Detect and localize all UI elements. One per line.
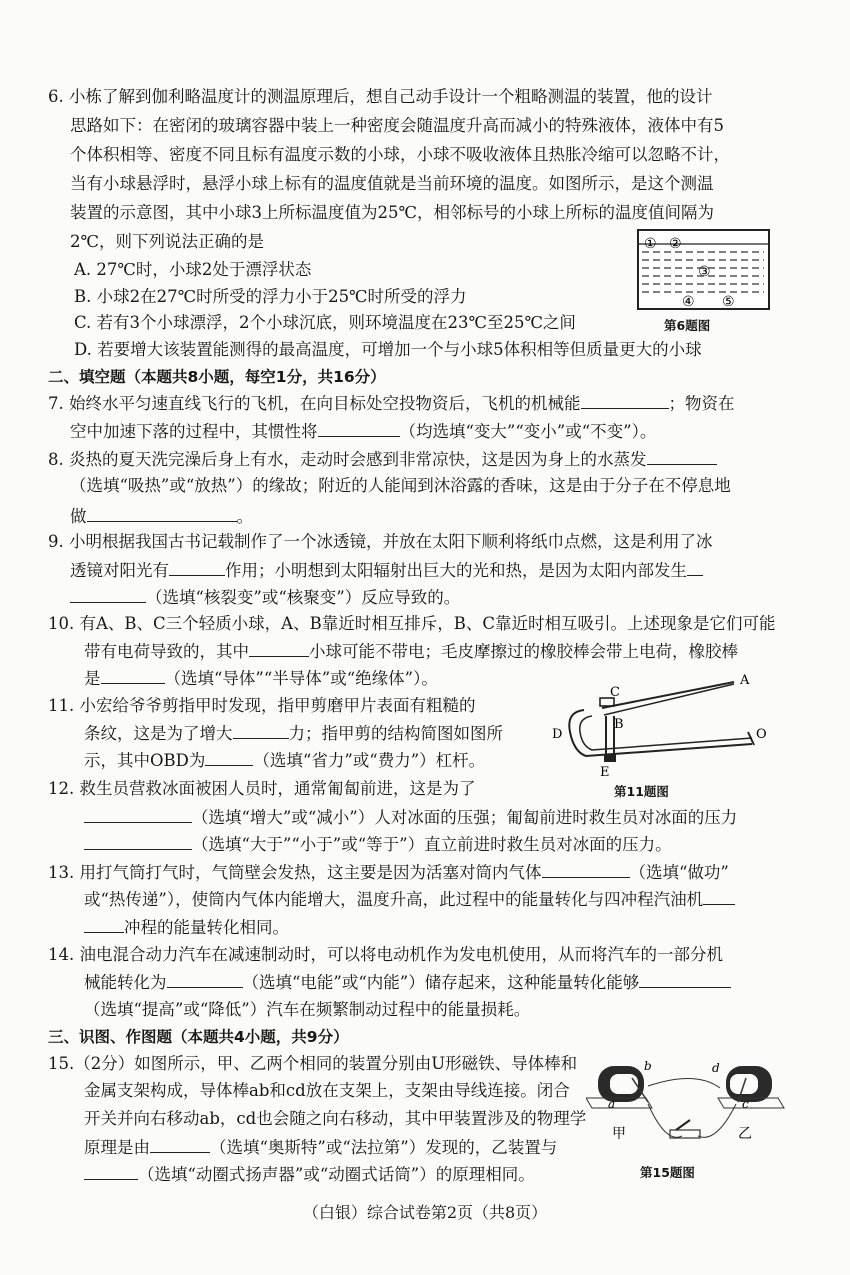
- ball-4: ④: [682, 294, 695, 310]
- label-e: E: [600, 765, 610, 778]
- q10-blank-2[interactable]: [101, 666, 165, 684]
- section-2-heading: 二、填空题（本题共8小题，每空1分，共16分）: [48, 368, 386, 386]
- q10-line-2: 带有电荷导致的，其中 小球可能不带电；毛皮摩擦过的橡胶棒会带上电荷，橡胶棒: [84, 639, 738, 664]
- q8-line-3: 做 。: [70, 504, 253, 529]
- q14-blank-1[interactable]: [167, 970, 243, 988]
- q6-line-4: 当有小球悬浮时，悬浮小球上标有的温度值就是当前环境的温度。如图所示，是这个测温: [70, 174, 714, 193]
- q6-option-b: B. 小球2在27℃时所受的浮力小于25℃时所受的浮力: [74, 287, 467, 306]
- q12-line-2: （选填“增大”或“减小”）人对冰面的压强；匍匐前进时救生员对冰面的压力: [84, 805, 737, 830]
- ball-5: ⑤: [722, 294, 735, 310]
- q9-blank-2[interactable]: [687, 558, 703, 576]
- ball-2: ②: [669, 236, 682, 252]
- q15-figure-caption: 第15题图: [640, 1165, 695, 1180]
- q8-blank-1[interactable]: [647, 447, 717, 465]
- q9-blank-2b[interactable]: [70, 585, 146, 603]
- q11-blank-1[interactable]: [233, 721, 289, 739]
- q14-line-3: （选填“提高”或“降低”）汽车在频繁制动过程中的能量损耗。: [84, 1000, 531, 1019]
- label-d-rod: d: [712, 1061, 720, 1075]
- label-d: D: [552, 727, 563, 742]
- ball-3: ③: [698, 264, 711, 280]
- label-jia: 甲: [612, 1126, 626, 1142]
- ball-1: ①: [644, 236, 657, 252]
- q11-line-3: 示，其中OBD为 （选填“省力”或“费力”）杠杆。: [84, 748, 485, 773]
- q15-line-5: （选填“动圈式扬声器”或“动圈式话筒”）的原理相同。: [84, 1162, 535, 1187]
- q12-blank-2[interactable]: [84, 832, 192, 850]
- q11-line-2: 条纹，这是为了增大 力；指甲剪的结构简图如图所: [84, 721, 503, 746]
- q10-line-3: 是 （选填“导体”“半导体”或“绝缘体”）。: [84, 666, 438, 691]
- q6-option-d: D. 若要增大该装置能测得的最高温度，可增加一个与小球5体积相等但质量更大的小球: [74, 340, 702, 359]
- q13-line-3: 冲程的能量转化相同。: [84, 915, 289, 940]
- q12-line-1: 12. 救生员营救冰面被困人员时，通常匍匐前进，这是为了: [48, 779, 476, 798]
- q8-line-2: （选填“吸热”或“放热”）的缘故；附近的人能闻到沐浴露的香味，这是由于分子在不停息地: [70, 476, 731, 495]
- q14-line-2: 械能转化为 （选填“电能”或“内能”）储存起来，这种能量转化能够: [84, 970, 731, 995]
- q10-blank-1[interactable]: [249, 639, 309, 657]
- q9-line-2: 透镜对阳光有 作用；小明想到太阳辐射出巨大的光和热，是因为太阳内部发生: [70, 558, 703, 583]
- q9-blank-1[interactable]: [169, 558, 225, 576]
- q15-line-3: 开关并向右移动ab，cd也会随之向右移动，其中甲装置涉及的物理学: [84, 1109, 587, 1128]
- q15-blank-1[interactable]: [150, 1135, 210, 1153]
- q11-figure: [548, 670, 770, 778]
- q6-option-c: C. 若有3个小球漂浮，2个小球沉底，则环境温度在23℃至25℃之间: [74, 313, 576, 332]
- label-a-rod: a: [608, 1097, 616, 1111]
- q6-line-3: 个体积相等、密度不同且标有温度示数的小球，小球不吸收液体且热胀冷缩可以忽略不计，: [70, 145, 730, 164]
- q7-blank-2[interactable]: [318, 419, 400, 437]
- q11-figure-caption: 第11题图: [614, 784, 669, 799]
- q6-line-1: 6. 小栋了解到伽利略温度计的测温原理后，想自己动手设计一个粗略测温的装置，他的设计: [48, 87, 713, 106]
- label-yi: 乙: [738, 1126, 752, 1142]
- q13-blank-1[interactable]: [542, 860, 630, 878]
- q12-line-3: （选填“大于”“小于”或“等于”）直立前进时救生员对冰面的压力。: [84, 832, 672, 857]
- q6-figure-caption: 第6题图: [664, 318, 711, 333]
- q6-line-5: 装置的示意图，其中小球3上所标温度值为25℃，相邻标号的小球上所标的温度值间隔为: [70, 203, 714, 222]
- q15-line-1: 15.（2分）如图所示，甲、乙两个相同的装置分别由U形磁铁、导体棒和: [48, 1054, 578, 1073]
- q8-line-1: 8. 炎热的夏天洗完澡后身上有水，走动时会感到非常凉快，这是因为身上的水蒸发: [48, 447, 717, 472]
- q12-blank-1[interactable]: [84, 805, 192, 823]
- q13-blank-2[interactable]: [703, 887, 735, 905]
- q13-line-2: 或“热传递”），使筒内气体内能增大，温度升高，此过程中的能量转化与四冲程汽油机: [84, 887, 735, 912]
- q15-line-2: 金属支架构成，导体棒ab和cd放在支架上，支架由导线连接。闭合: [84, 1081, 570, 1100]
- q6-line-2: 思路如下：在密闭的玻璃容器中装上一种密度会随温度升高而减小的特殊液体，液体中有5: [70, 116, 724, 135]
- q6-figure: [636, 228, 772, 312]
- q11-line-1: 11. 小宏给爷爷剪指甲时发现，指甲剪磨甲片表面有粗糙的: [48, 696, 476, 715]
- section-3-heading: 三、识图、作图题（本题共4小题，共9分）: [48, 1028, 349, 1046]
- q8-blank-2[interactable]: [87, 504, 237, 522]
- q15-line-4: 原理是由 （选填“奥斯特”或“法拉第”）发现的，乙装置与: [84, 1135, 557, 1160]
- q15-blank-2[interactable]: [84, 1162, 138, 1180]
- q10-line-1: 10. 有A、B、C三个轻质小球，A、B靠近时相互排斥，B、C靠近时相互吸引。上述现象是它们可能: [48, 614, 776, 633]
- q11-blank-2[interactable]: [205, 748, 253, 766]
- q13-blank-2b[interactable]: [84, 915, 124, 933]
- q7-line-2: 空中加速下落的过程中，其惯性将 （均选填“变大”“变小”或“不变”）。: [70, 419, 656, 444]
- label-b-rod: b: [644, 1059, 652, 1073]
- q15-figure: [586, 1052, 786, 1158]
- label-o: O: [756, 727, 767, 742]
- q14-line-1: 14. 油电混合动力汽车在减速制动时，可以将电动机作为发电机使用，从而将汽车的一部分机: [48, 945, 723, 964]
- q7-line-1: 7. 始终水平匀速直线飞行的飞机，在向目标处空投物资后，飞机的机械能 ；物资在: [48, 391, 735, 416]
- q14-blank-2[interactable]: [639, 970, 731, 988]
- label-c-rod: c: [742, 1097, 749, 1111]
- q9-line-1: 9. 小明根据我国古书记载制作了一个冰透镜，并放在太阳下顺利将纸巾点燃，这是利用了冰: [48, 532, 713, 551]
- q6-option-a: A. 27℃时，小球2处于漂浮状态: [74, 260, 312, 279]
- q9-line-3: （选填“核裂变”或“核聚变”）反应导致的。: [70, 585, 460, 610]
- page-footer: （白银）综合试卷第2页（共8页）: [302, 1203, 548, 1222]
- label-a: A: [740, 673, 750, 688]
- q13-line-1: 13. 用打气筒打气时，气筒壁会发热，这主要是因为活塞对筒内气体 （选填“做功”: [48, 860, 729, 885]
- label-c: C: [610, 685, 620, 700]
- q7-blank-1[interactable]: [581, 391, 669, 409]
- q6-line-6: 2℃，则下列说法正确的是: [70, 232, 264, 251]
- label-b: B: [614, 717, 624, 732]
